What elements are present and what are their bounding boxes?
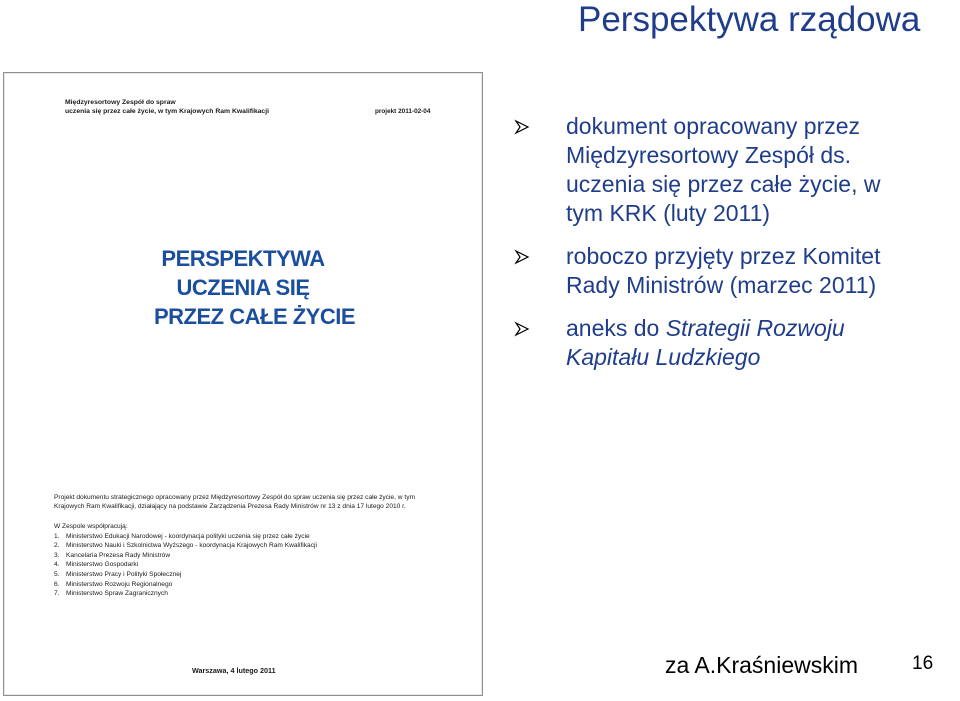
bullet-line: [566, 314, 954, 343]
strategy-name-part: Kapitału Ludzkiego: [566, 344, 761, 370]
slide-title: Perspektywa rządowa: [578, 0, 921, 39]
member-name: Ministerstwo Nauki i Szkolnictwa Wyższego - koordynacja Krajowych Ram Kwalifikacji: [66, 542, 317, 550]
bullet-item: [514, 242, 954, 300]
member-name: Kancelaria Prezesa Rady Ministrów: [66, 551, 171, 559]
bullet-line: Rady Ministrów (marzec 2011): [566, 272, 877, 298]
member-name: Ministerstwo Edukacji Narodowej - koordynacja polityki uczenia się przez całe życie: [66, 532, 310, 540]
document-draft-date: projekt 2011-02-04: [375, 108, 431, 115]
member-number: 7.: [54, 590, 60, 598]
document-header-line: uczenia się przez całe życie, w tym Krajowych Ram Kwalifikacji: [65, 108, 269, 115]
document-members: [54, 522, 454, 599]
document-member-item: [54, 560, 454, 570]
document-members-heading: W Zespole współpracują:: [54, 523, 128, 530]
document-project-description: [54, 493, 454, 511]
document-description-line: Projekt dokumentu strategicznego opracowany przez Międzyresortowy Zespół do spraw uczenia się przez całe życie, w tym: [54, 494, 415, 501]
bullet-item: [514, 314, 954, 372]
member-name: Ministerstwo Gospodarki: [66, 561, 139, 569]
bullet-item: [514, 112, 954, 228]
member-name: Ministerstwo Pracy i Polityki Społecznej: [66, 570, 182, 578]
document-member-item: [54, 532, 454, 542]
member-number: 3.: [54, 551, 60, 559]
member-name: Ministerstwo Spraw Zagranicznych: [66, 590, 168, 598]
document-cover-title-line: UCZENIA SIĘ: [176, 275, 310, 300]
document-member-item: [54, 570, 454, 580]
document-member-item: [54, 589, 454, 599]
member-name: Ministerstwo Rozwoju Regionalnego: [66, 580, 173, 588]
bullet-line: dokument opracowany przez: [566, 113, 861, 139]
document-member-item: [54, 541, 454, 551]
document-member-item: [54, 580, 454, 590]
document-place-date: Warszawa, 4 lutego 2011: [192, 666, 276, 675]
member-number: 4.: [54, 561, 60, 569]
document-cover-title-line: PRZEZ CAŁE ŻYCIE: [154, 304, 356, 329]
bullet-prefix: aneks do: [566, 315, 666, 341]
document-members-list: [54, 532, 454, 599]
author-credit: za A.Kraśniewskim: [665, 652, 859, 678]
document-header-org: [65, 98, 325, 116]
document-cover-title: [154, 244, 356, 331]
member-number: 5.: [54, 570, 60, 578]
document-cover-image: [3, 72, 483, 696]
bullet-line: Międzyresortowy Zespół ds.: [566, 142, 852, 168]
strategy-name-part: Strategii Rozwoju: [665, 315, 845, 341]
document-member-item: [54, 551, 454, 561]
arrow-bullet-icon: [514, 321, 530, 337]
member-number: 6.: [54, 580, 60, 588]
bullet-line: uczenia się przez całe życie, w: [566, 171, 881, 197]
bullet-line: tym KRK (luty 2011): [566, 200, 771, 226]
bullet-list: [514, 112, 954, 386]
document-description-line: Krajowych Ram Kwalifikacji, działający na podstawie Zarządzenia Prezesa Rady Ministrów nr 13 z dnia 17 lutego 2010 r.: [54, 503, 406, 510]
document-header-line: Międzyresortowy Zespół do spraw: [65, 99, 176, 106]
bullet-line: roboczo przyjęty przez Komitet: [566, 243, 881, 269]
arrow-bullet-icon: [514, 119, 530, 135]
member-number: 1.: [54, 532, 60, 540]
document-cover-title-line: PERSPEKTYWA: [161, 246, 325, 271]
arrow-bullet-icon: [514, 249, 530, 265]
page-number: 16: [912, 653, 934, 674]
member-number: 2.: [54, 542, 60, 550]
